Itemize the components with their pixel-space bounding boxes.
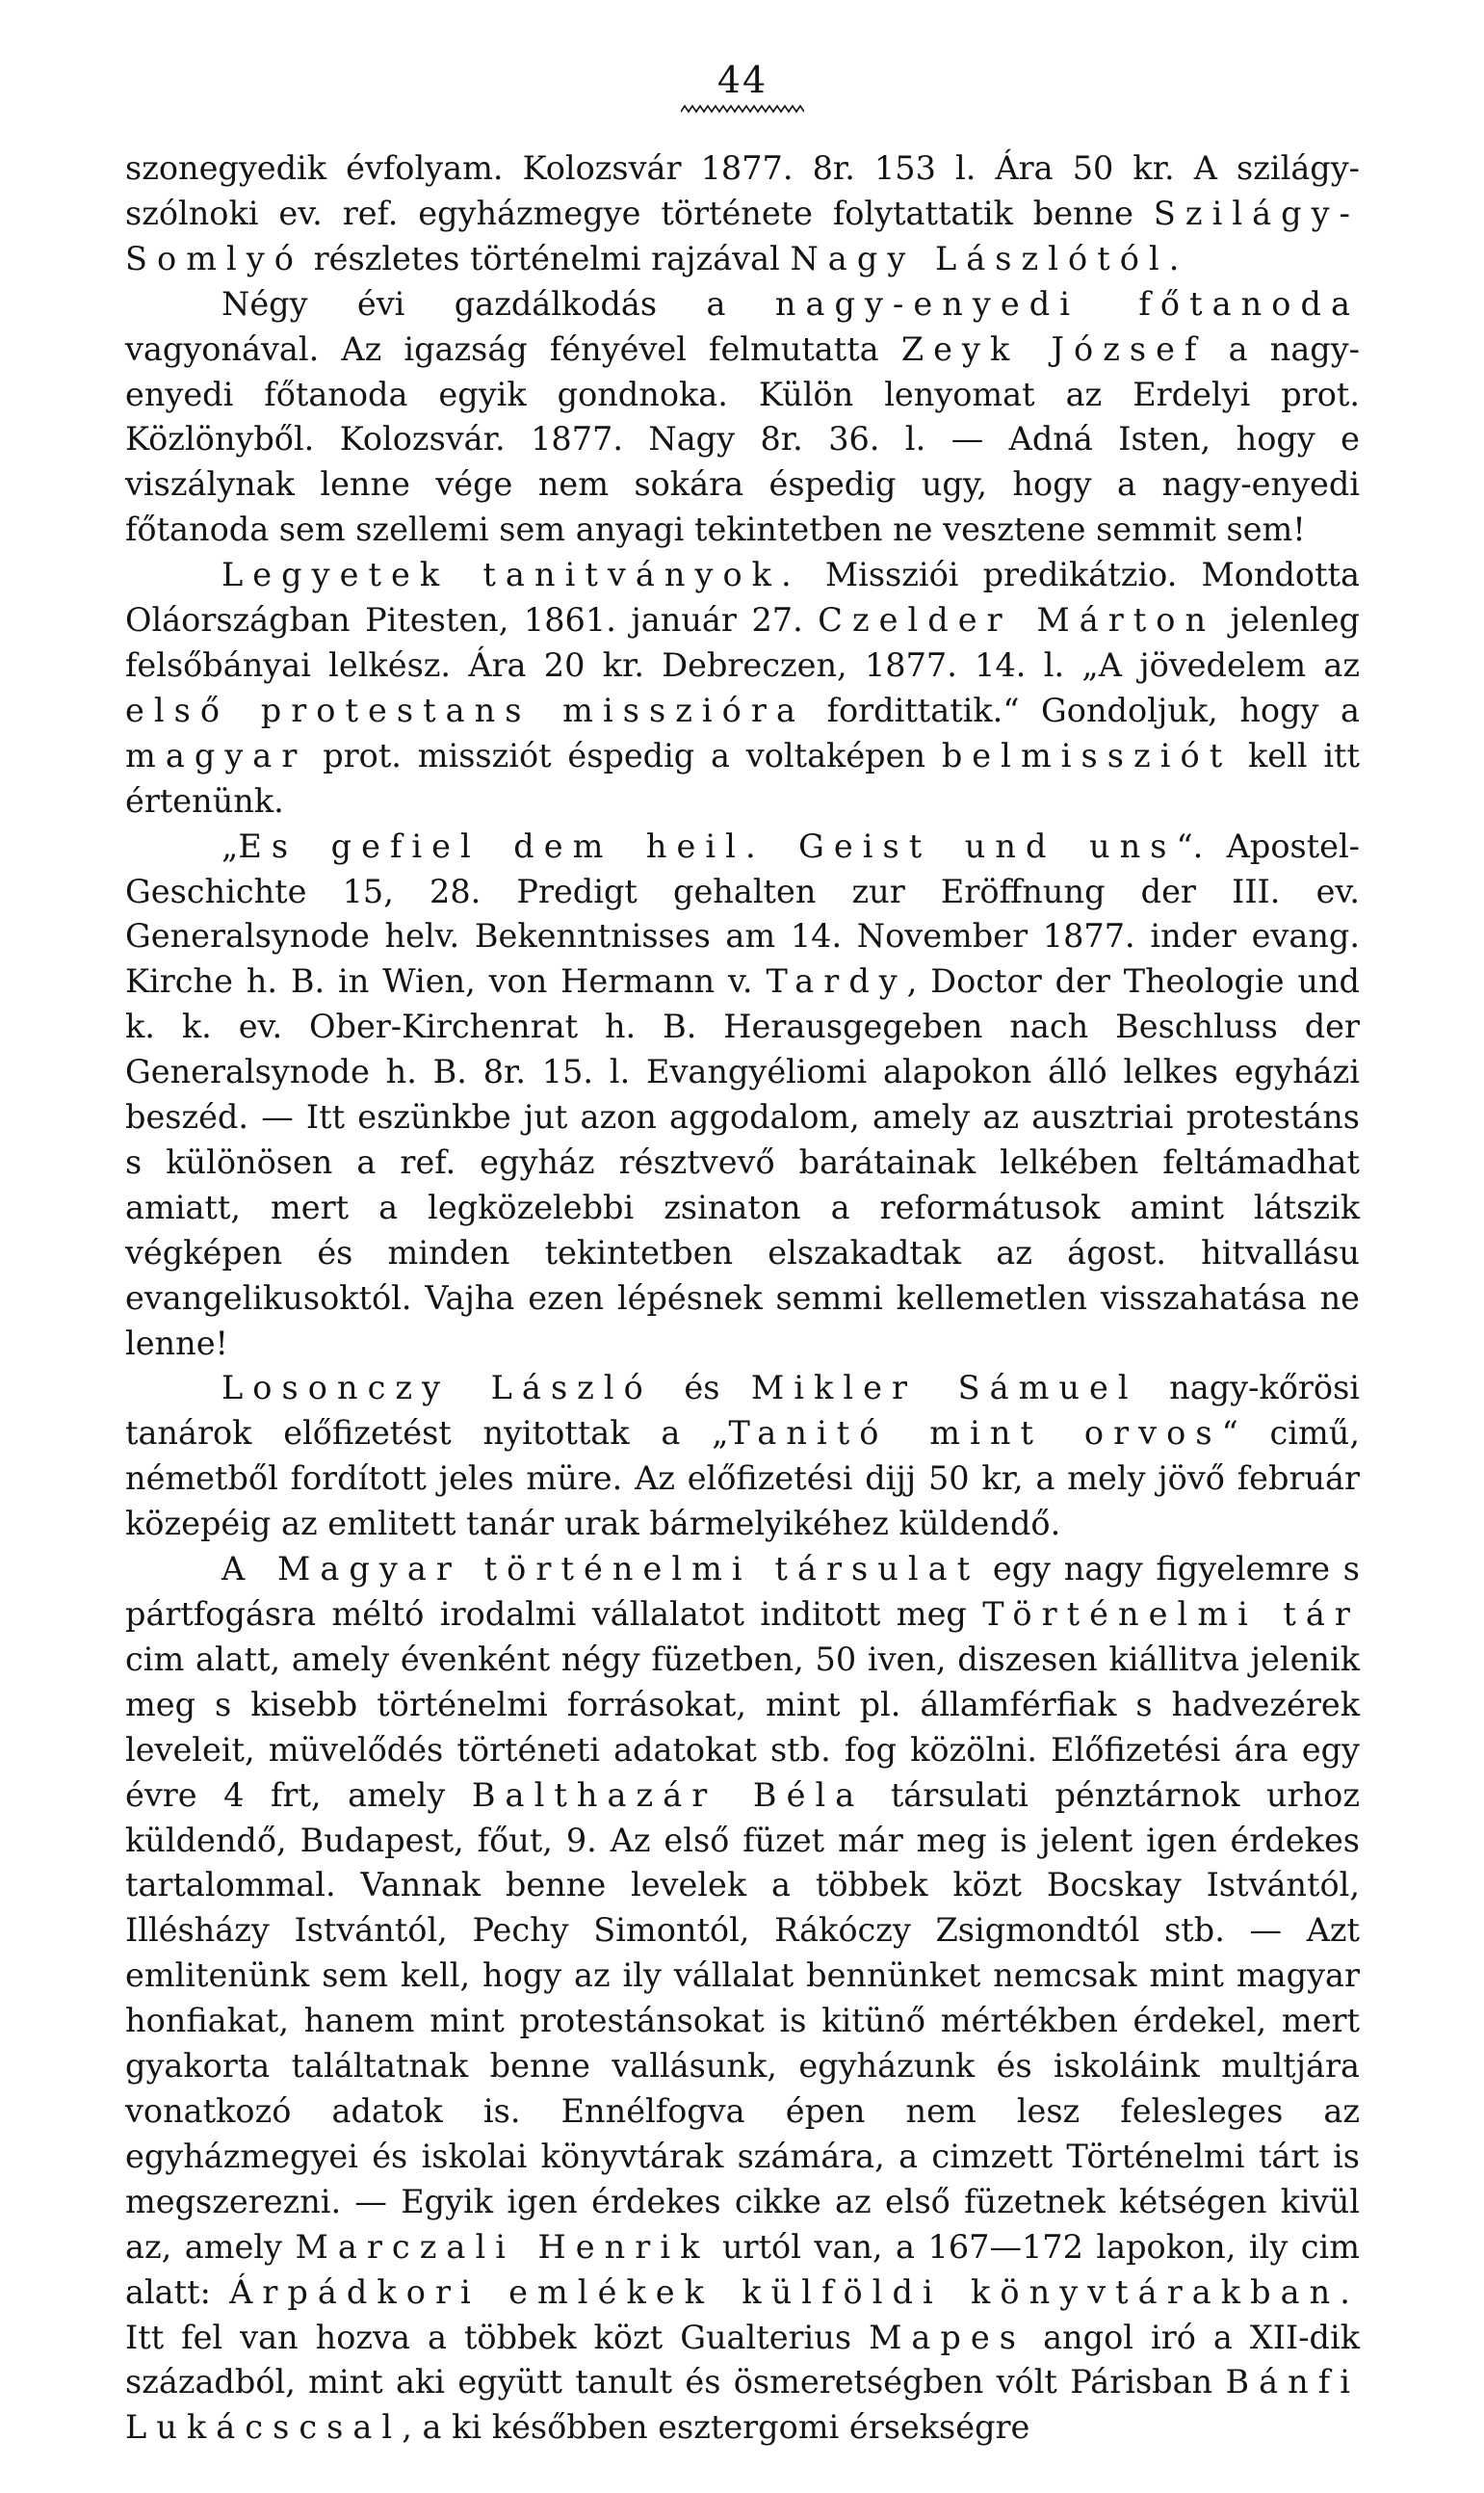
- text-run: társulati pénztárnok urhoz küldendő, Budapest, főut, 9. Az első füzet már meg is jelent igen érdekes tartalommal. Vannak benne levelek a többek közt Bocskay Istvántól, Illésházy Istvántól, Pechy Simontól, Rákóczy Zsigmondtól stb. — Azt emlitenünk sem kell, hogy az ily vállalat bennünket nemcsak mint magyar honfiakat, hanem mint protestánsokat is kitünő mértékben érdekel, mert gyakorta találtatnak benne vallásunk, egyházunk és iskoláink multjára vonatkozó adatok is. Ennélfogva épen nem lesz felesleges az egyházmegyei és iskolai könyvtárak számára, a cimzett Történelmi tárt is megszerezni. — Egyik igen érdekes cikke az első füzetnek kétségen kivül az, amely: [125, 1775, 1360, 2266]
- spaced-emphasis: Tanitó mint orvos: [728, 1414, 1222, 1453]
- text-run: jelenleg felsőbányai lelkész. Ára 20 kr. Debreczen, 1877. 14. l. „A jövedelem az: [125, 601, 1361, 684]
- paragraph-6: [125, 1547, 1360, 2451]
- spaced-emphasis: nagy-enyedi főtanoda: [774, 284, 1360, 323]
- paragraph-1: [125, 146, 1360, 282]
- page: [125, 58, 1360, 2451]
- text-run: cim alatt, amely évenként négy füzetben, 50 iven, diszesen kiállitva jelenik meg s kisebb történelmi forrásokat, mint pl. államférfiak s hadvezérek leveleit, müvelődés történeti adatokat stb. fog közölni. Előfizetési ára egy évre 4 frt, amely: [125, 1640, 1360, 1814]
- spaced-emphasis: Tardy: [766, 962, 907, 1001]
- text-run: egy nagy figyelemre s pártfogásra méltó irodalmi vállalatot inditott meg: [125, 1550, 1360, 1633]
- spaced-emphasis: Nagy Lászlótól.: [790, 239, 1189, 277]
- spaced-emphasis: Bánfi Lukácscsal: [125, 2363, 1360, 2447]
- paragraph-5: [125, 1366, 1360, 1547]
- spaced-emphasis: első protestans misszióra: [125, 691, 805, 729]
- text-run: nagy-kőrösi tanárok előfizetést nyitottak a „: [125, 1369, 1360, 1453]
- text-run: angol iró a XII-dik századból, mint aki együtt tanult és ösmeretségben vólt Párisban: [125, 2318, 1360, 2401]
- text-run: Négy évi gazdálkodás a: [221, 284, 775, 323]
- spaced-emphasis: Marczali Henrik: [295, 2227, 710, 2266]
- text-run: , a ki későbben esztergomi érsekségre: [402, 2408, 1030, 2447]
- text-run: Missziói predikátzio. Mondotta Oláországban Pitesten, 1861. január 27.: [125, 556, 1360, 640]
- paragraph-2: [125, 282, 1360, 553]
- spaced-emphasis: Zeyk József: [900, 329, 1207, 368]
- wavy-ornament-icon: [681, 104, 804, 114]
- spaced-emphasis: Czelder Márton: [818, 601, 1216, 640]
- text-run: vagyonával. Az igazság fényével felmutatta: [125, 329, 901, 368]
- spaced-emphasis: A Magyar történelmi társulat: [221, 1550, 980, 1588]
- text-run: részletes történelmi rajzával: [303, 239, 791, 277]
- spaced-emphasis: Mikler Sámuel: [750, 1369, 1138, 1407]
- text-run: “ cimű, németből fordított jeles müre. Az előfizetési dijj 50 kr, a mely jövő február közepéig az emlitett tanár urak bármelyikéhez küldendő.: [125, 1414, 1360, 1543]
- text-run: prot. missziót éspedig a voltaképen: [306, 736, 942, 774]
- text-run: urtól van, a 167—172 lapokon, ily cim alatt:: [125, 2227, 1360, 2311]
- text-run: , Doctor der Theologie und k. k. ev. Ober-Kirchenrat h. B. Herausgegeben nach Beschluss der Generalsynode h. B. 8r. 15. l. Evangyéliomi alapokon álló lelkes egyházi beszéd. — Itt eszünkbe jut azon aggodalom, amely az ausztriai protestáns s különösen a ref. egyház résztvevő barátainak lelkében feltámadhat amiatt, mert a legközelebbi zsinaton a reformátusok amint látszik végképen és minden tekintetben elszakadtak az ágost. hitvallásu evangelikusoktól. Vajha ezen lépésnek semmi kellemetlen visszahatása ne lenne!: [125, 962, 1360, 1362]
- spaced-emphasis: Es gefiel dem heil. Geist und uns: [238, 827, 1177, 865]
- page-number: 44: [716, 59, 768, 101]
- text-run: kell itt értenünk.: [125, 736, 1360, 820]
- text-run: a nagy-enyedi főtanoda egyik gondnoka. Külön lenyomat az Erdelyi prot. Közlönyből. Kolozsvár. 1877. Nagy 8r. 36. l. — Adná Isten, hogy e viszálynak lenne vége nem sokára éspedig ugy, hogy a nagy-enyedi főtanoda sem szellemi sem anyagi tekintetben ne vesztene semmit sem!: [125, 329, 1360, 549]
- spaced-emphasis: Balthazár Béla: [471, 1775, 865, 1814]
- text-run: fordittatik.“ Gondoljuk, hogy a: [805, 691, 1361, 729]
- paragraph-3: [125, 553, 1360, 824]
- text-run: szonegyedik évfolyam. Kolozsvár 1877. 8r. 153 l. Ára 50 kr. A szilágy-szólnoki ev. ref. egyházmegye története folytattatik benne: [125, 149, 1360, 232]
- spaced-emphasis: Losonczy László: [221, 1369, 653, 1407]
- text-run: és: [652, 1369, 751, 1407]
- text-run: Itt fel van hozva a többek közt Gualterius: [125, 2318, 870, 2356]
- spaced-emphasis: Szilágy-Somlyó: [125, 194, 1360, 277]
- spaced-emphasis: Árpádkori emlékek külföldi könyvtárakban.: [229, 2272, 1360, 2311]
- spaced-emphasis: magyar: [125, 736, 307, 774]
- text-run: „: [221, 827, 239, 865]
- body-text: [125, 146, 1360, 2451]
- paragraph-4: [125, 825, 1360, 1367]
- spaced-emphasis: Legyetek tanitványok.: [221, 556, 801, 594]
- text-run: “. Apostel-Geschichte 15, 28. Predigt gehalten zur Eröffnung der III. ev. Generalsynode helv. Bekenntnisses am 14. November 1877. inder evang. Kirche h. B. in Wien, von Hermann v.: [125, 827, 1360, 1001]
- spaced-emphasis: Mapes: [869, 2318, 1027, 2356]
- spaced-emphasis: Történelmi tár: [982, 1595, 1360, 1633]
- spaced-emphasis: belmissziót: [941, 736, 1233, 774]
